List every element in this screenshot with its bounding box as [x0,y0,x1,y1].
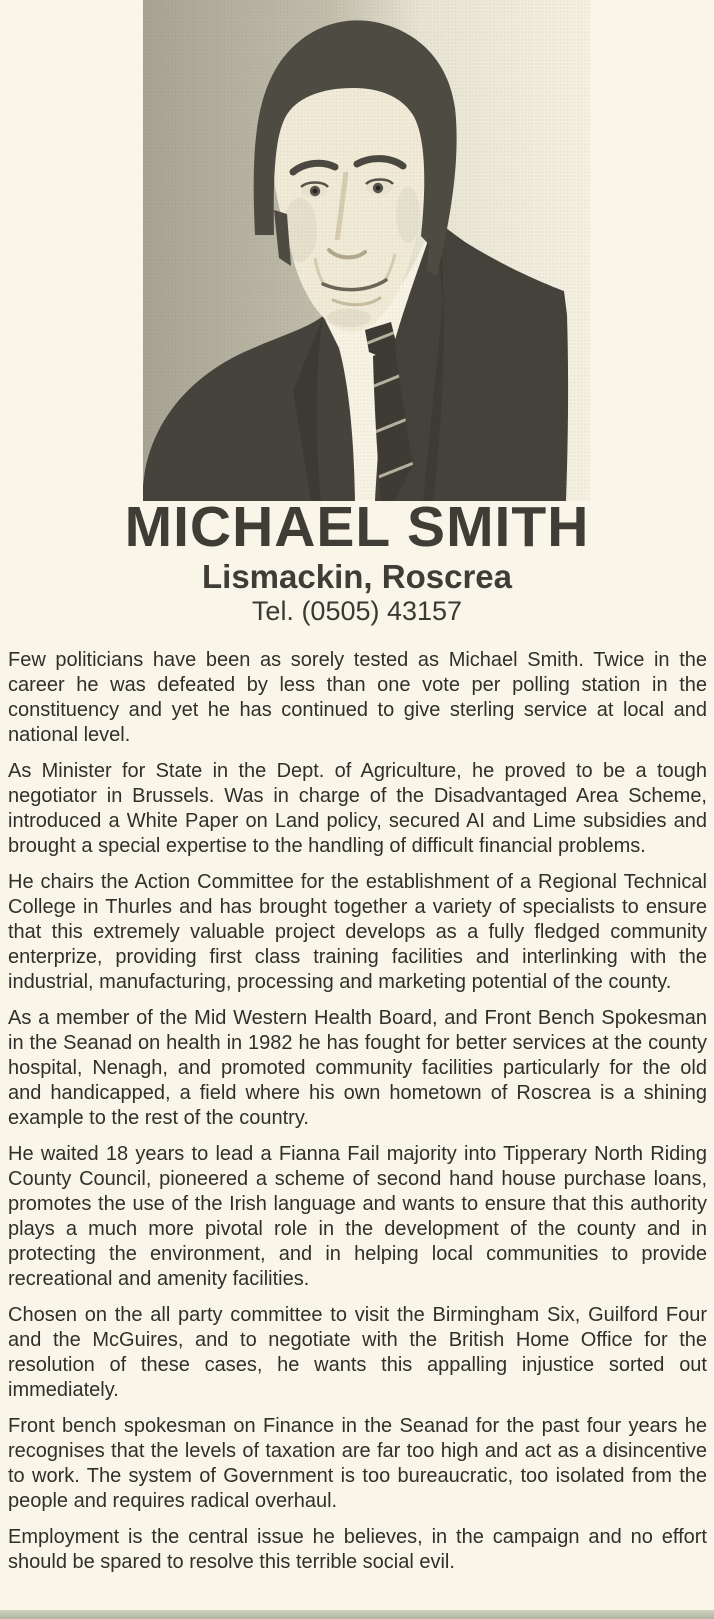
candidate-location: Lismackin, Roscrea [202,557,512,595]
scan-edge-artifact [0,1610,714,1619]
candidate-photo [143,0,590,501]
biography-paragraph: As a member of the Mid Western Health Board, and Front Bench Spokesman in the Seanad on health in 1982 he has fought for better services at the county hospital, Nenagh, and promoted community facilities particularly for the old and handicapped, a field where his own hometown of Roscrea is a shining example to the rest of the country. [8,1007,707,1129]
candidate-phone: Tel. (0505) 43157 [251,596,463,627]
biography-paragraph: Chosen on the all party committee to visit the Birmingham Six, Guilford Four and the McGuires, and to negotiate with the British Home Office for the resolution of these cases, he wants this appalling injustice sorted out immediately. [8,1304,707,1401]
biography-paragraph: Employment is the central issue he believes, in the campaign and no effort should be spared to resolve this terrible social evil. [8,1526,707,1573]
biography-paragraph: He waited 18 years to lead a Fianna Fail majority into Tipperary North Riding County Council, pioneered a scheme of second hand house purchase loans, promotes the use of the Irish language and wants to ensure that this authority plays a much more pivotal role in the development of the county and in protecting the environment, and in helping local communities to provide recreational and amenity facilities. [8,1143,707,1290]
biography-text [8,648,707,1586]
biography-paragraph: Front bench spokesman on Finance in the Seanad for the past four years he recognises that the levels of taxation are far too high and act as a disincentive to work. The system of Government is too bureaucratic, too isolated from the people and requires radical overhaul. [8,1415,707,1512]
biography-paragraph: He chairs the Action Committee for the establishment of a Regional Technical College in Thurles and has brought together a variety of specialists to ensure that this extremely valuable project develops as a fully fledged community enterprize, providing first class training facilities and interlinking with the industrial, manufacturing, processing and marketing potential of the county. [8,871,707,993]
biography-paragraph: Few politicians have been as sorely tested as Michael Smith. Twice in the career he was defeated by less than one vote per polling station in the constituency and yet he has continued to give sterling service at local and national level. [8,649,707,746]
portrait-image [143,0,590,501]
biography-paragraph: As Minister for State in the Dept. of Agriculture, he proved to be a tough negotiator in Brussels. Was in charge of the Disadvantaged Area Scheme, introduced a White Paper on Land policy, secured AI and Lime subsidies and brought a special expertise to the handling of difficult financial problems. [8,760,707,857]
header-block [0,495,714,627]
candidate-name: MICHAEL SMITH [124,495,590,559]
